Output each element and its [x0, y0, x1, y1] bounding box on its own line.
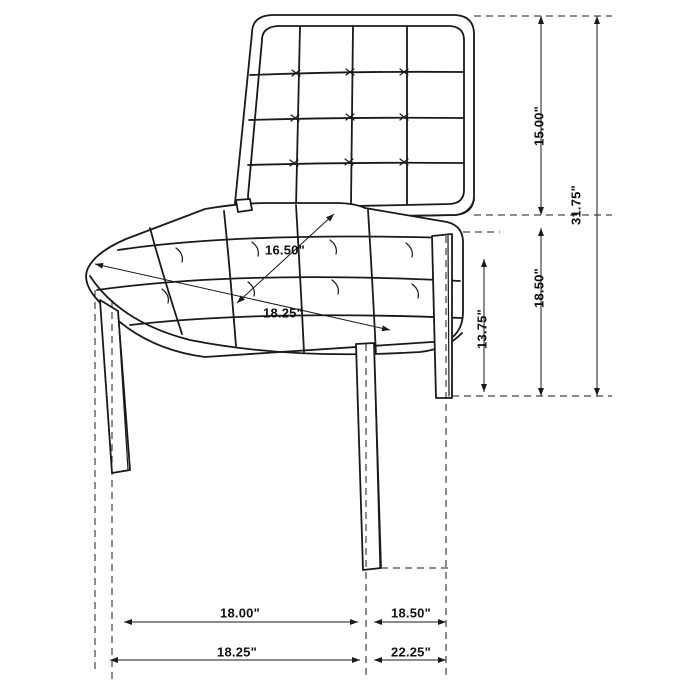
rear-left-leg	[236, 199, 252, 212]
dim-label-front-leg-span: 18.00"	[220, 605, 260, 621]
dim-label-overall-height: 31.75"	[568, 185, 584, 225]
chair-illustration	[86, 15, 474, 570]
dim-label-seat-group-height: 18.50"	[531, 268, 547, 308]
dim-label-overall-depth: 22.25"	[391, 644, 431, 660]
dim-label-seat-height: 13.75"	[474, 309, 490, 349]
dim-label-overall-width: 18.25"	[217, 644, 257, 660]
dim-label-back-height: 15.00"	[531, 106, 547, 146]
dim-label-seat-depth: 16.50"	[265, 242, 305, 258]
dim-label-side-span: 18.50"	[391, 605, 431, 621]
dim-label-seat-width: 18.25"	[263, 305, 303, 321]
seat-cushion-outline	[86, 203, 463, 357]
